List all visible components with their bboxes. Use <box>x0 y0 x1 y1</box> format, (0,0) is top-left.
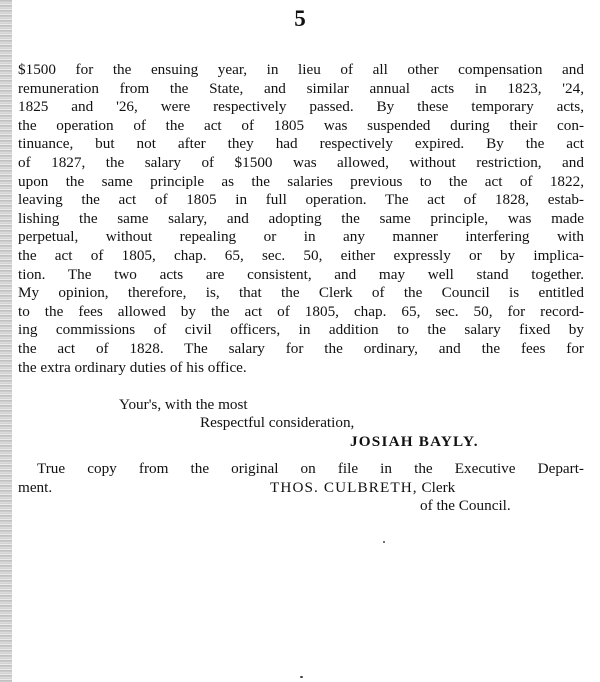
clerk-title: of the Council. <box>420 497 511 514</box>
paragraph-line: My opinion, therefore, is, that the Clerk of the Council is entitled <box>18 284 584 302</box>
paragraph-line: of 1827, the salary of $1500 was allowed, without restriction, and <box>18 153 584 171</box>
paragraph-line: perpetual, without repealing or in any manner interfering with <box>18 228 584 246</box>
closing-salutation: Your's, with the most <box>119 396 248 413</box>
paragraph-line: the act of 1805, chap. 65, sec. 50, either expressly or by implica- <box>18 246 584 264</box>
page-number: 5 <box>294 6 306 31</box>
clerk-name: THOS. CULBRETH, <box>270 479 418 496</box>
paragraph-line: tion. The two acts are consistent, and may well stand together. <box>18 265 584 283</box>
paragraph-line: upon the same principle as the salaries previous to the act of 1822, <box>18 172 584 190</box>
signature: JOSIAH BAYLY. <box>350 433 479 450</box>
certification-continuation: ment. <box>18 479 53 496</box>
certification-line: True copy from the original on file in the Executive Depart- <box>37 460 584 477</box>
ink-speck <box>383 541 385 543</box>
paragraph-line: tinuance, but not after they had respectively expired. By the act <box>18 135 584 153</box>
clerk-signature <box>270 479 455 498</box>
paragraph-line: the operation of the act of 1805 was suspended during their con- <box>18 116 584 134</box>
paragraph-line: to the fees allowed by the act of 1805, chap. 65, sec. 50, for record- <box>18 302 584 320</box>
body-paragraph <box>18 61 584 377</box>
closing-consideration: Respectful consideration, <box>200 414 355 431</box>
paragraph-line: the act of 1828. The salary for the ordinary, and the fees for <box>18 339 584 357</box>
paragraph-line: 1825 and '26, were respectively passed. By these temporary acts, <box>18 98 584 116</box>
paragraph-line: $1500 for the ensuing year, in lieu of all other compensation and <box>18 61 584 78</box>
ink-speck <box>300 676 303 678</box>
paragraph-line: remuneration from the State, and similar annual acts in 1823, '24, <box>18 79 584 97</box>
paragraph-line: lishing the same salary, and adopting the same principle, was made <box>18 209 584 227</box>
clerk-role: Clerk <box>421 479 456 496</box>
paragraph-line: the extra ordinary duties of his office. <box>18 358 247 376</box>
paragraph-line: ing commissions of civil officers, in addition to the salary fixed by <box>18 321 584 339</box>
paragraph-line: leaving the act of 1805 in full operation. The act of 1828, estab- <box>18 191 584 209</box>
page-binding-edge <box>0 0 12 682</box>
